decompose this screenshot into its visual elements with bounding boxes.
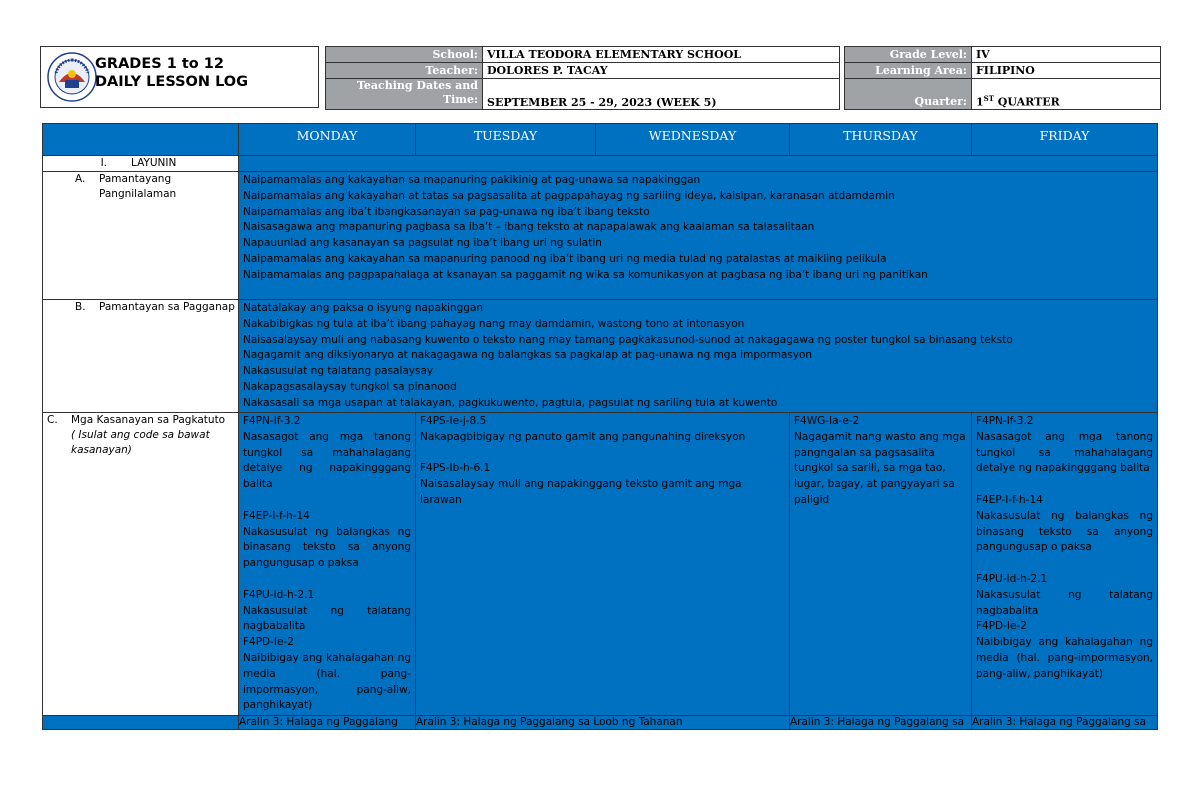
title-line-1: GRADES 1 to 12 <box>95 56 224 72</box>
aralin-tuesday-wednesday: Aralin 3: Halaga ng Paggalang sa Loob ng Tahanan <box>416 716 790 730</box>
competency-code: F4PU-Id-h-2.1 <box>976 572 1048 585</box>
dates-label-line-2: Time: <box>442 93 478 106</box>
competency-text: Naibibigay ang kahalagahan ng media (hal. pang-impormasyon, pang-aliw, panghikayat) <box>243 651 411 712</box>
dates-label-line-1: Teaching Dates and <box>356 79 478 92</box>
deped-seal-icon <box>47 52 97 102</box>
kasanayan-tuesday-wednesday <box>416 413 790 716</box>
section-c-letter: C. <box>47 414 58 426</box>
section-c-note-1: ( Isulat ang code sa bawat <box>71 429 210 441</box>
competency-code: F4PS-Ie-j-8.5 <box>420 415 487 427</box>
competency-code: F4EP-I-f-h-14 <box>243 509 310 522</box>
section-a-label-2: Pangnilalaman <box>99 188 177 200</box>
competency-text: Nakasusulat ng balangkas ng binasang teksto sa anyong pangungusap o paksa <box>976 509 1153 554</box>
aralin-thursday: Aralin 3: Halaga ng Paggalang sa <box>790 716 972 730</box>
competency-text: Nagagamit nang wasto ang mga pangngalan sa pagsasalita tungkol sa sarili, sa mga tao, lugar, bagay, at pangyayari sa paligid <box>794 430 966 506</box>
school-label: School: <box>326 47 483 63</box>
aralin-friday: Aralin 3: Halaga ng Paggalang sa <box>972 716 1158 730</box>
kasanayan-monday <box>239 413 416 716</box>
section-a-line: Naipamamalas ang kakayahan sa mapanuring pakikinig at pag-unawa sa napakinggan <box>243 174 701 186</box>
section-a-lines <box>239 172 1157 284</box>
quarter-value: 1ST QUARTER <box>972 79 1161 110</box>
day-friday: FRIDAY <box>972 124 1158 156</box>
competency-text: Nakasusulat ng talatang nagbabalita <box>243 604 411 633</box>
layunin-row <box>43 156 1158 172</box>
section-b-line: Natatalakay ang paksa o isyung napakinggan <box>243 302 484 314</box>
competency-code: F4PU-Id-h-2.1 <box>243 588 315 601</box>
day-monday: MONDAY <box>239 124 416 156</box>
teacher-value: DOLORES P. TACAY <box>483 63 840 79</box>
day-wednesday: WEDNESDAY <box>596 124 790 156</box>
quarter-label: Quarter: <box>845 79 972 110</box>
competency-text: Nakasusulat ng balangkas ng binasang teksto sa anyong pangungusap o paksa <box>243 525 411 570</box>
competency-code: F4PN-If-3.2 <box>243 415 301 427</box>
section-b-line: Nakasusulat ng talatang pasalaysay <box>243 365 434 378</box>
title-line-2: DAILY LESSON LOG <box>95 74 249 90</box>
competency-code: F4WG-Ia-e-2 <box>794 415 860 427</box>
kasanayan-friday <box>972 413 1158 716</box>
section-b-label: Pamantayan sa Pagganap <box>99 301 235 313</box>
competency-text: Nakasusulat ng talatang nagbabalita <box>976 588 1153 617</box>
competency-code: F4PN-If-3.2 <box>976 415 1034 427</box>
kasanayan-thursday <box>790 413 972 716</box>
section-a-line: Naipamamalas ang kakayahan at tatas sa pagsasalita at pagpapahayag ng sariling ideya, kaisipan, karanasan atdamdamin <box>243 189 895 202</box>
aralin-monday: Aralin 3: Halaga ng Paggalang <box>239 716 416 730</box>
day-tuesday: TUESDAY <box>416 124 596 156</box>
competency-code: F4PD-Ie-2 <box>976 620 1027 633</box>
section-a-letter: A. <box>75 173 86 185</box>
day-thursday: THURSDAY <box>790 124 972 156</box>
dates-value: SEPTEMBER 25 - 29, 2023 (WEEK 5) <box>483 79 840 110</box>
log-title <box>95 55 248 91</box>
pamantayan-sa-pagganap-row <box>43 300 1158 413</box>
dates-label <box>326 79 483 110</box>
section-b-letter: B. <box>75 301 86 313</box>
section-b-lines <box>239 300 1157 412</box>
days-header-row <box>43 124 1158 156</box>
layunin-label: LAYUNIN <box>131 157 177 169</box>
section-a-line: Napauunlad ang kasanayan sa pagsulat ng iba’t ibang uri ng sulatin <box>243 237 602 250</box>
section-c-label: Mga Kasanayan sa Pagkatuto <box>71 414 226 426</box>
teacher-label: Teacher: <box>326 63 483 79</box>
section-a-line: Naipamamalas ang kakayahan sa mapanuring panood ng iba’t ibang uri ng media tulad ng patalastas at maikling pelikula <box>243 252 887 265</box>
section-b-line: Nakapagsasalaysay tungkol sa pinanood <box>243 380 457 393</box>
pamantayang-pangnilalaman-row <box>43 172 1158 300</box>
grade-value: IV <box>972 47 1161 63</box>
section-a-line: Naipamamalas ang pagpapahalaga at ksanayan sa paggamit ng wika sa komunikasyon at pagbasa ng iba’t ibang uri ng panitikan <box>243 268 928 281</box>
section-c-note-2: kasanayan) <box>71 444 132 456</box>
competency-text: Nakapagbibigay ng panuto gamit ang pangunahing direksyon <box>420 430 746 443</box>
section-b-line: Nakasasali sa mga usapan at talakayan, pagkukuwento, pagtula, pagsulat ng sariling tula at kuwento <box>243 396 778 409</box>
grade-label: Grade Level: <box>845 47 972 63</box>
competency-text: Nasasagot ang mga tanong tungkol sa mahahalagang detalye ng napakingggang balita <box>976 430 1153 475</box>
learning-area-value: FILIPINO <box>972 63 1161 79</box>
section-a-line: Naipamamalas ang iba’t ibangkasanayan sa pag-unawa ng iba’t ibang teksto <box>243 205 650 218</box>
header-info-table <box>325 46 1161 110</box>
competency-code: F4PD-Ie-2 <box>243 636 294 649</box>
aralin-row <box>43 716 1158 730</box>
competency-text: Naibibigay ang kahalagahan ng media (hal. pang-impormasyon, pang-aliw, panghikayat) <box>976 636 1153 680</box>
section-a-line: Naisasagawa ang mapanuring pagbasa sa iba’t – ibang teksto at napapalawak ang kaalaman sa talasalitaan <box>243 221 815 234</box>
competency-code: F4PS-Ib-h-6.1 <box>420 462 491 475</box>
section-b-line: Nakabibigkas ng tula at iba’t ibang pahayag nang may damdamin, wastong tono at intonasyon <box>243 317 745 330</box>
section-b-line: Nagagamit ang diksiyonaryo at nakagagawa ng balangkas sa pagkalap at pag-unawa ng mga impormasyon <box>243 349 813 362</box>
school-value: VILLA TEODORA ELEMENTARY SCHOOL <box>483 47 840 63</box>
layunin-number: I. <box>100 157 107 169</box>
section-b-line: Naisasalaysay muli ang nabasang kuwento o teksto nang may tamang pagkakasunod-sunod at nakagagawa ng poster tungkol sa binasang teksto <box>243 333 1013 346</box>
competency-code: F4EP-I-f-h-14 <box>976 493 1043 506</box>
learning-area-label: Learning Area: <box>845 63 972 79</box>
title-box <box>40 46 319 108</box>
kasanayan-row <box>43 413 1158 716</box>
lesson-log-grid <box>42 123 1158 730</box>
competency-text: Nasasagot ang mga tanong tungkol sa mahahalagang detalye ng napakingggang balita <box>243 430 411 491</box>
section-a-label-1: Pamantayang <box>99 173 172 185</box>
competency-text: Naisasalaysay muli ang napakinggang teksto gamit ang mga larawan <box>420 478 742 506</box>
